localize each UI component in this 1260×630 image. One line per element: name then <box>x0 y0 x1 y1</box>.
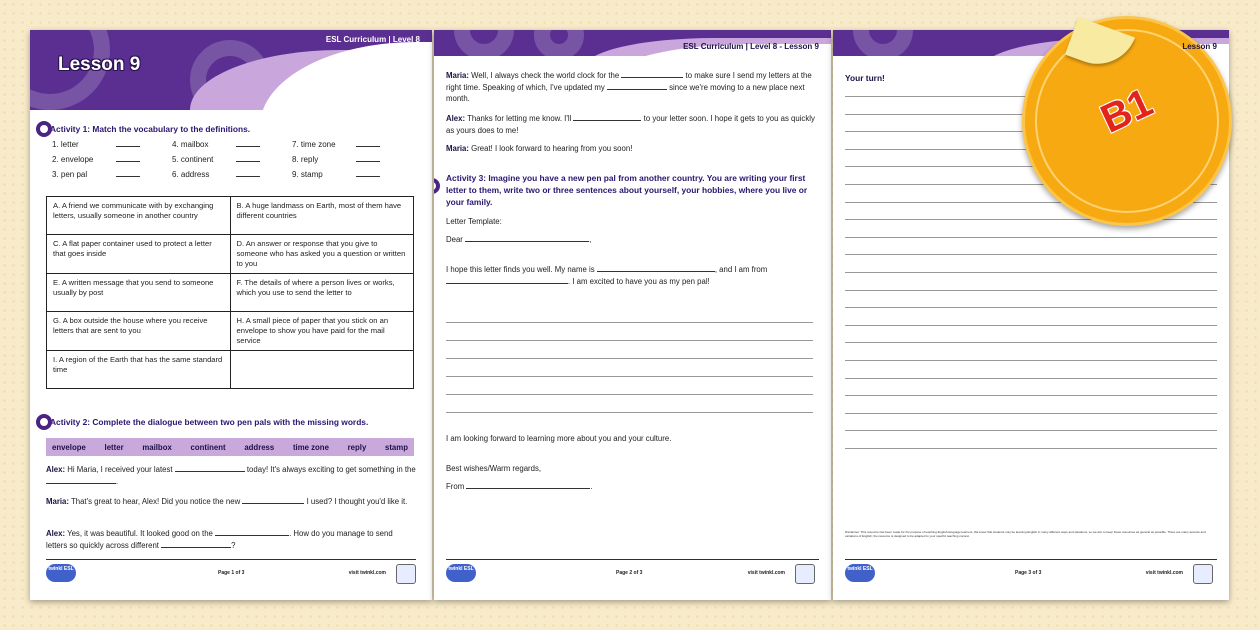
dialogue-line: Alex: Yes, it was beautiful. It looked good on the . How do you manage to send letters so quickly across different ? <box>46 529 393 550</box>
letter-greeting: Dear , <box>446 235 592 244</box>
curriculum-header: Lesson 9 <box>1182 42 1217 51</box>
writing-line[interactable] <box>845 430 1217 431</box>
writing-line[interactable] <box>845 395 1217 396</box>
writing-line[interactable] <box>845 360 1217 361</box>
activity-3-heading: Activity 3: Imagine you have a new pen pal from another country. You are writing your first letter to them, write two or three sentences about yourself, your hobbies, where you live or your family. <box>446 172 819 208</box>
disclaimer-text: Disclaimer: This resource has been made for the purpose of teaching English language learners. We know that students may be learning English in many different ways and situations, so we aim to keep these resources as general as possible. There are many accents and variations of English; the resource is designed to be adapted to your specific teaching context. <box>845 530 1206 538</box>
writing-line[interactable] <box>446 394 813 395</box>
definition-cell: I. A region of the Earth that has the same standard time <box>47 351 231 389</box>
site-link[interactable]: visit twinkl.com <box>1145 570 1183 576</box>
worksheet-page-1 <box>30 30 432 600</box>
definition-cell: A. A friend we communicate with by exchanging letters, usually someone in another country <box>47 197 231 235</box>
definition-cell <box>230 351 414 389</box>
table-row <box>47 351 414 389</box>
word-bank-item: time zone <box>292 442 329 452</box>
twinkl-logo: twinkl ESL <box>845 564 875 582</box>
word-bank-item: letter <box>104 442 124 452</box>
writing-line[interactable] <box>845 342 1217 343</box>
level-badge-label: B1 <box>1094 80 1160 142</box>
vocab-item: 6. address <box>172 170 292 179</box>
vocab-item: 5. continent <box>172 155 292 164</box>
definition-cell: B. A huge landmass on Earth, most of them have different countries <box>230 197 414 235</box>
writing-line[interactable] <box>446 358 813 359</box>
definition-cell: D. An answer or response that you give to someone who has asked you a question or written to you <box>230 235 414 274</box>
definition-cell: E. A written message that you send to someone usually by post <box>47 274 231 312</box>
dialogue-line: Maria: Great! I look forward to hearing from you soon! <box>446 144 633 153</box>
site-link[interactable]: visit twinkl.com <box>747 570 785 576</box>
vocab-item: 2. envelope <box>52 155 172 164</box>
dialogue-line: Alex: Hi Maria, I received your latest today! It's always exciting to get something in the . <box>46 465 416 486</box>
worksheet-page-2 <box>434 30 831 600</box>
twinkl-logo: twinkl ESL <box>446 564 476 582</box>
quality-badge-icon <box>795 564 815 584</box>
your-turn-heading: Your turn! <box>845 73 885 83</box>
bullet-icon <box>434 178 440 194</box>
vocab-item: 3. pen pal <box>52 170 172 179</box>
definition-cell: F. The details of where a person lives or works, which you use to send the letter to <box>230 274 414 312</box>
letter-intro: I hope this letter finds you well. My name is , and I am from . I am excited to have you as my pen pal! <box>446 265 768 286</box>
page-number: Page 3 of 3 <box>1015 570 1042 576</box>
footer-divider <box>446 559 819 560</box>
writing-line[interactable] <box>845 325 1217 326</box>
bullet-icon <box>36 414 52 430</box>
writing-line[interactable] <box>845 413 1217 414</box>
activity-2-heading: Activity 2: Complete the dialogue between two pen pals with the missing words. <box>50 416 368 428</box>
vocab-item: 9. stamp <box>292 170 412 179</box>
activity-1-heading: Activity 1: Match the vocabulary to the definitions. <box>50 123 250 135</box>
table-row <box>47 197 414 235</box>
writing-line[interactable] <box>845 272 1217 273</box>
vocab-item: 8. reply <box>292 155 412 164</box>
dialogue-line: Maria: Well, I always check the world clock for the to make sure I send my letters at the right time. Speaking of which, I've updated my since we're moving to a new place next month. <box>446 71 812 103</box>
writing-line[interactable] <box>845 237 1217 238</box>
vocab-item: 1. letter <box>52 140 172 149</box>
dialogue-line: Maria: That's great to hear, Alex! Did you notice the new I used? I thought you'd like it. <box>46 497 408 506</box>
writing-line[interactable] <box>845 307 1217 308</box>
lesson-title: Lesson 9 <box>58 54 141 75</box>
writing-line[interactable] <box>845 254 1217 255</box>
vocab-item: 7. time zone <box>292 140 412 149</box>
definition-cell: C. A flat paper container used to protect a letter that goes inside <box>47 235 231 274</box>
page-number: Page 1 of 3 <box>218 570 245 576</box>
twinkl-logo: twinkl ESL <box>46 564 76 582</box>
letter-regards: Best wishes/Warm regards, <box>446 464 542 473</box>
word-bank-item: envelope <box>52 442 86 452</box>
writing-line[interactable] <box>845 448 1217 449</box>
vocabulary-list <box>52 140 412 179</box>
letter-from: From . <box>446 482 593 491</box>
writing-line[interactable] <box>446 340 813 341</box>
dialogue-line: Alex: Thanks for letting me know. I'll to your letter soon. I hope it gets to you as quickly as yours does to me! <box>446 114 815 135</box>
site-link[interactable]: visit twinkl.com <box>348 570 386 576</box>
table-row <box>47 312 414 351</box>
definition-cell: H. A small piece of paper that you stick on an envelope to show you have paid for the mail service <box>230 312 414 351</box>
bullet-icon <box>36 121 52 137</box>
writing-line[interactable] <box>446 412 813 413</box>
footer-divider <box>46 559 416 560</box>
letter-closing: I am looking forward to learning more about you and your culture. <box>446 434 672 443</box>
letter-template-label: Letter Template: <box>446 217 502 226</box>
word-bank-item: reply <box>347 442 367 452</box>
word-bank-item: mailbox <box>142 442 172 452</box>
word-bank-item: address <box>244 442 275 452</box>
quality-badge-icon <box>396 564 416 584</box>
word-bank <box>46 438 414 456</box>
writing-line[interactable] <box>446 376 813 377</box>
writing-line[interactable] <box>845 378 1217 379</box>
writing-line[interactable] <box>845 290 1217 291</box>
table-row <box>47 274 414 312</box>
curriculum-header: ESL Curriculum | Level 8 - Lesson 9 <box>683 42 819 51</box>
writing-line[interactable] <box>446 322 813 323</box>
quality-badge-icon <box>1193 564 1213 584</box>
word-bank-item: continent <box>190 442 226 452</box>
footer-divider <box>845 559 1217 560</box>
page-number: Page 2 of 3 <box>616 570 643 576</box>
table-row <box>47 235 414 274</box>
vocab-item: 4. mailbox <box>172 140 292 149</box>
word-bank-item: stamp <box>385 442 408 452</box>
curriculum-header: ESL Curriculum | Level 8 <box>325 35 420 44</box>
definition-cell: G. A box outside the house where you receive letters that are sent to you <box>47 312 231 351</box>
definitions-table <box>46 196 414 389</box>
